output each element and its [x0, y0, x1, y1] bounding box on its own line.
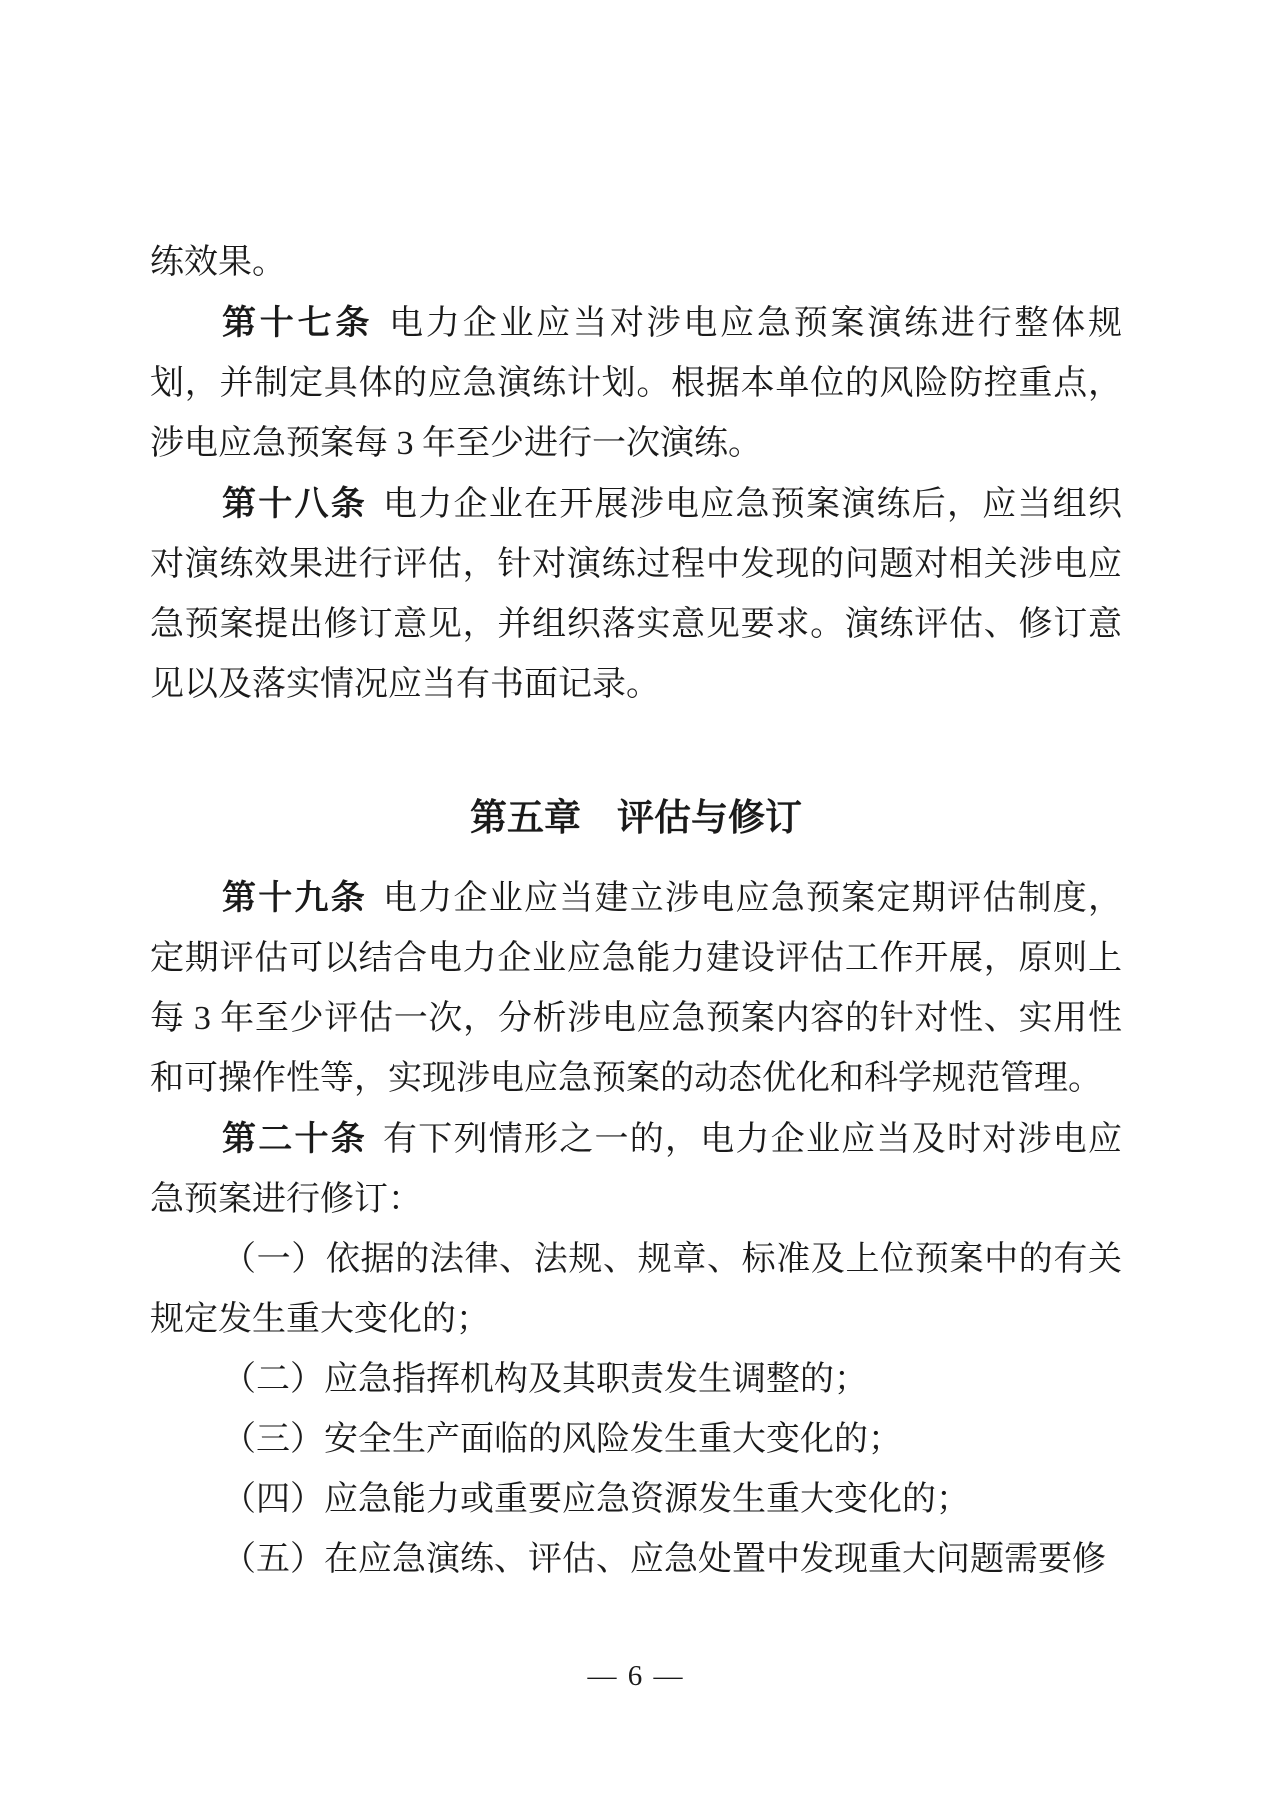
line-text: （三）安全生产面临的风险发生重大变化的； [222, 1421, 902, 1458]
text-line [150, 354, 1122, 414]
document-body [150, 233, 1122, 1590]
line-text: 规定发生重大变化的； [150, 1301, 490, 1338]
article-number: 第十八条 [222, 485, 367, 523]
text-line [150, 414, 1122, 474]
text-line [150, 1530, 1122, 1590]
page-number: — 6 — [587, 1660, 685, 1692]
text-line [150, 1109, 1122, 1170]
line-text: 练效果。 [150, 244, 286, 281]
line-text: 和可操作性等，实现涉电应急预案的动态优化和科学规范管理。 [150, 1060, 1102, 1097]
chapter-number: 第五章 [470, 797, 581, 838]
line-text: 涉电应急预案每 3 年至少进行一次演练。 [150, 425, 762, 462]
text-line [150, 535, 1122, 595]
text-line [150, 595, 1122, 655]
text-line [150, 1350, 1122, 1410]
text-line [150, 989, 1122, 1049]
text-line [150, 1470, 1122, 1530]
text-line [150, 1170, 1122, 1230]
line-text: 每 3 年至少评估一次，分析涉电应急预案内容的针对性、实用性 [150, 1000, 1122, 1037]
article-number: 第十九条 [222, 879, 367, 917]
chapter-heading [150, 788, 1122, 848]
line-text: 有下列情形之一的，电力企业应当及时对涉电应 [383, 1121, 1122, 1158]
line-text: （五）在应急演练、评估、应急处置中发现重大问题需要修 [222, 1541, 1106, 1578]
chapter-title: 评估与修订 [617, 797, 802, 838]
text-line [150, 1290, 1122, 1350]
text-line [150, 868, 1122, 929]
line-text: 见以及落实情况应当有书面记录。 [150, 666, 660, 703]
article-number: 第十七条 [222, 304, 374, 342]
text-line [150, 1049, 1122, 1109]
line-text: 电力企业应当对涉电应急预案演练进行整体规 [389, 305, 1123, 342]
line-text: 划，并制定具体的应急演练计划。根据本单位的风险防控重点， [150, 365, 1122, 402]
article-number: 第二十条 [222, 1120, 367, 1158]
line-text: （二）应急指挥机构及其职责发生调整的； [222, 1361, 868, 1398]
text-line [150, 233, 1122, 293]
text-line [150, 293, 1122, 354]
line-text: 急预案提出修订意见，并组织落实意见要求。演练评估、修订意 [150, 606, 1122, 643]
text-line [150, 929, 1122, 989]
line-text: （一）依据的法律、法规、规章、标准及上位预案中的有关 [222, 1241, 1122, 1278]
line-text: 电力企业应当建立涉电应急预案定期评估制度， [383, 880, 1122, 917]
text-line [150, 1410, 1122, 1470]
page-footer [150, 1655, 1122, 1697]
line-text: 对演练效果进行评估，针对演练过程中发现的问题对相关涉电应 [150, 546, 1122, 583]
text-line [150, 1230, 1122, 1290]
line-text: （四）应急能力或重要应急资源发生重大变化的； [222, 1481, 970, 1518]
line-text: 急预案进行修订： [150, 1181, 422, 1218]
text-line [150, 474, 1122, 535]
text-line [150, 655, 1122, 715]
line-text: 定期评估可以结合电力企业应急能力建设评估工作开展，原则上 [150, 940, 1122, 977]
line-text: 电力企业在开展涉电应急预案演练后，应当组织 [383, 486, 1122, 523]
